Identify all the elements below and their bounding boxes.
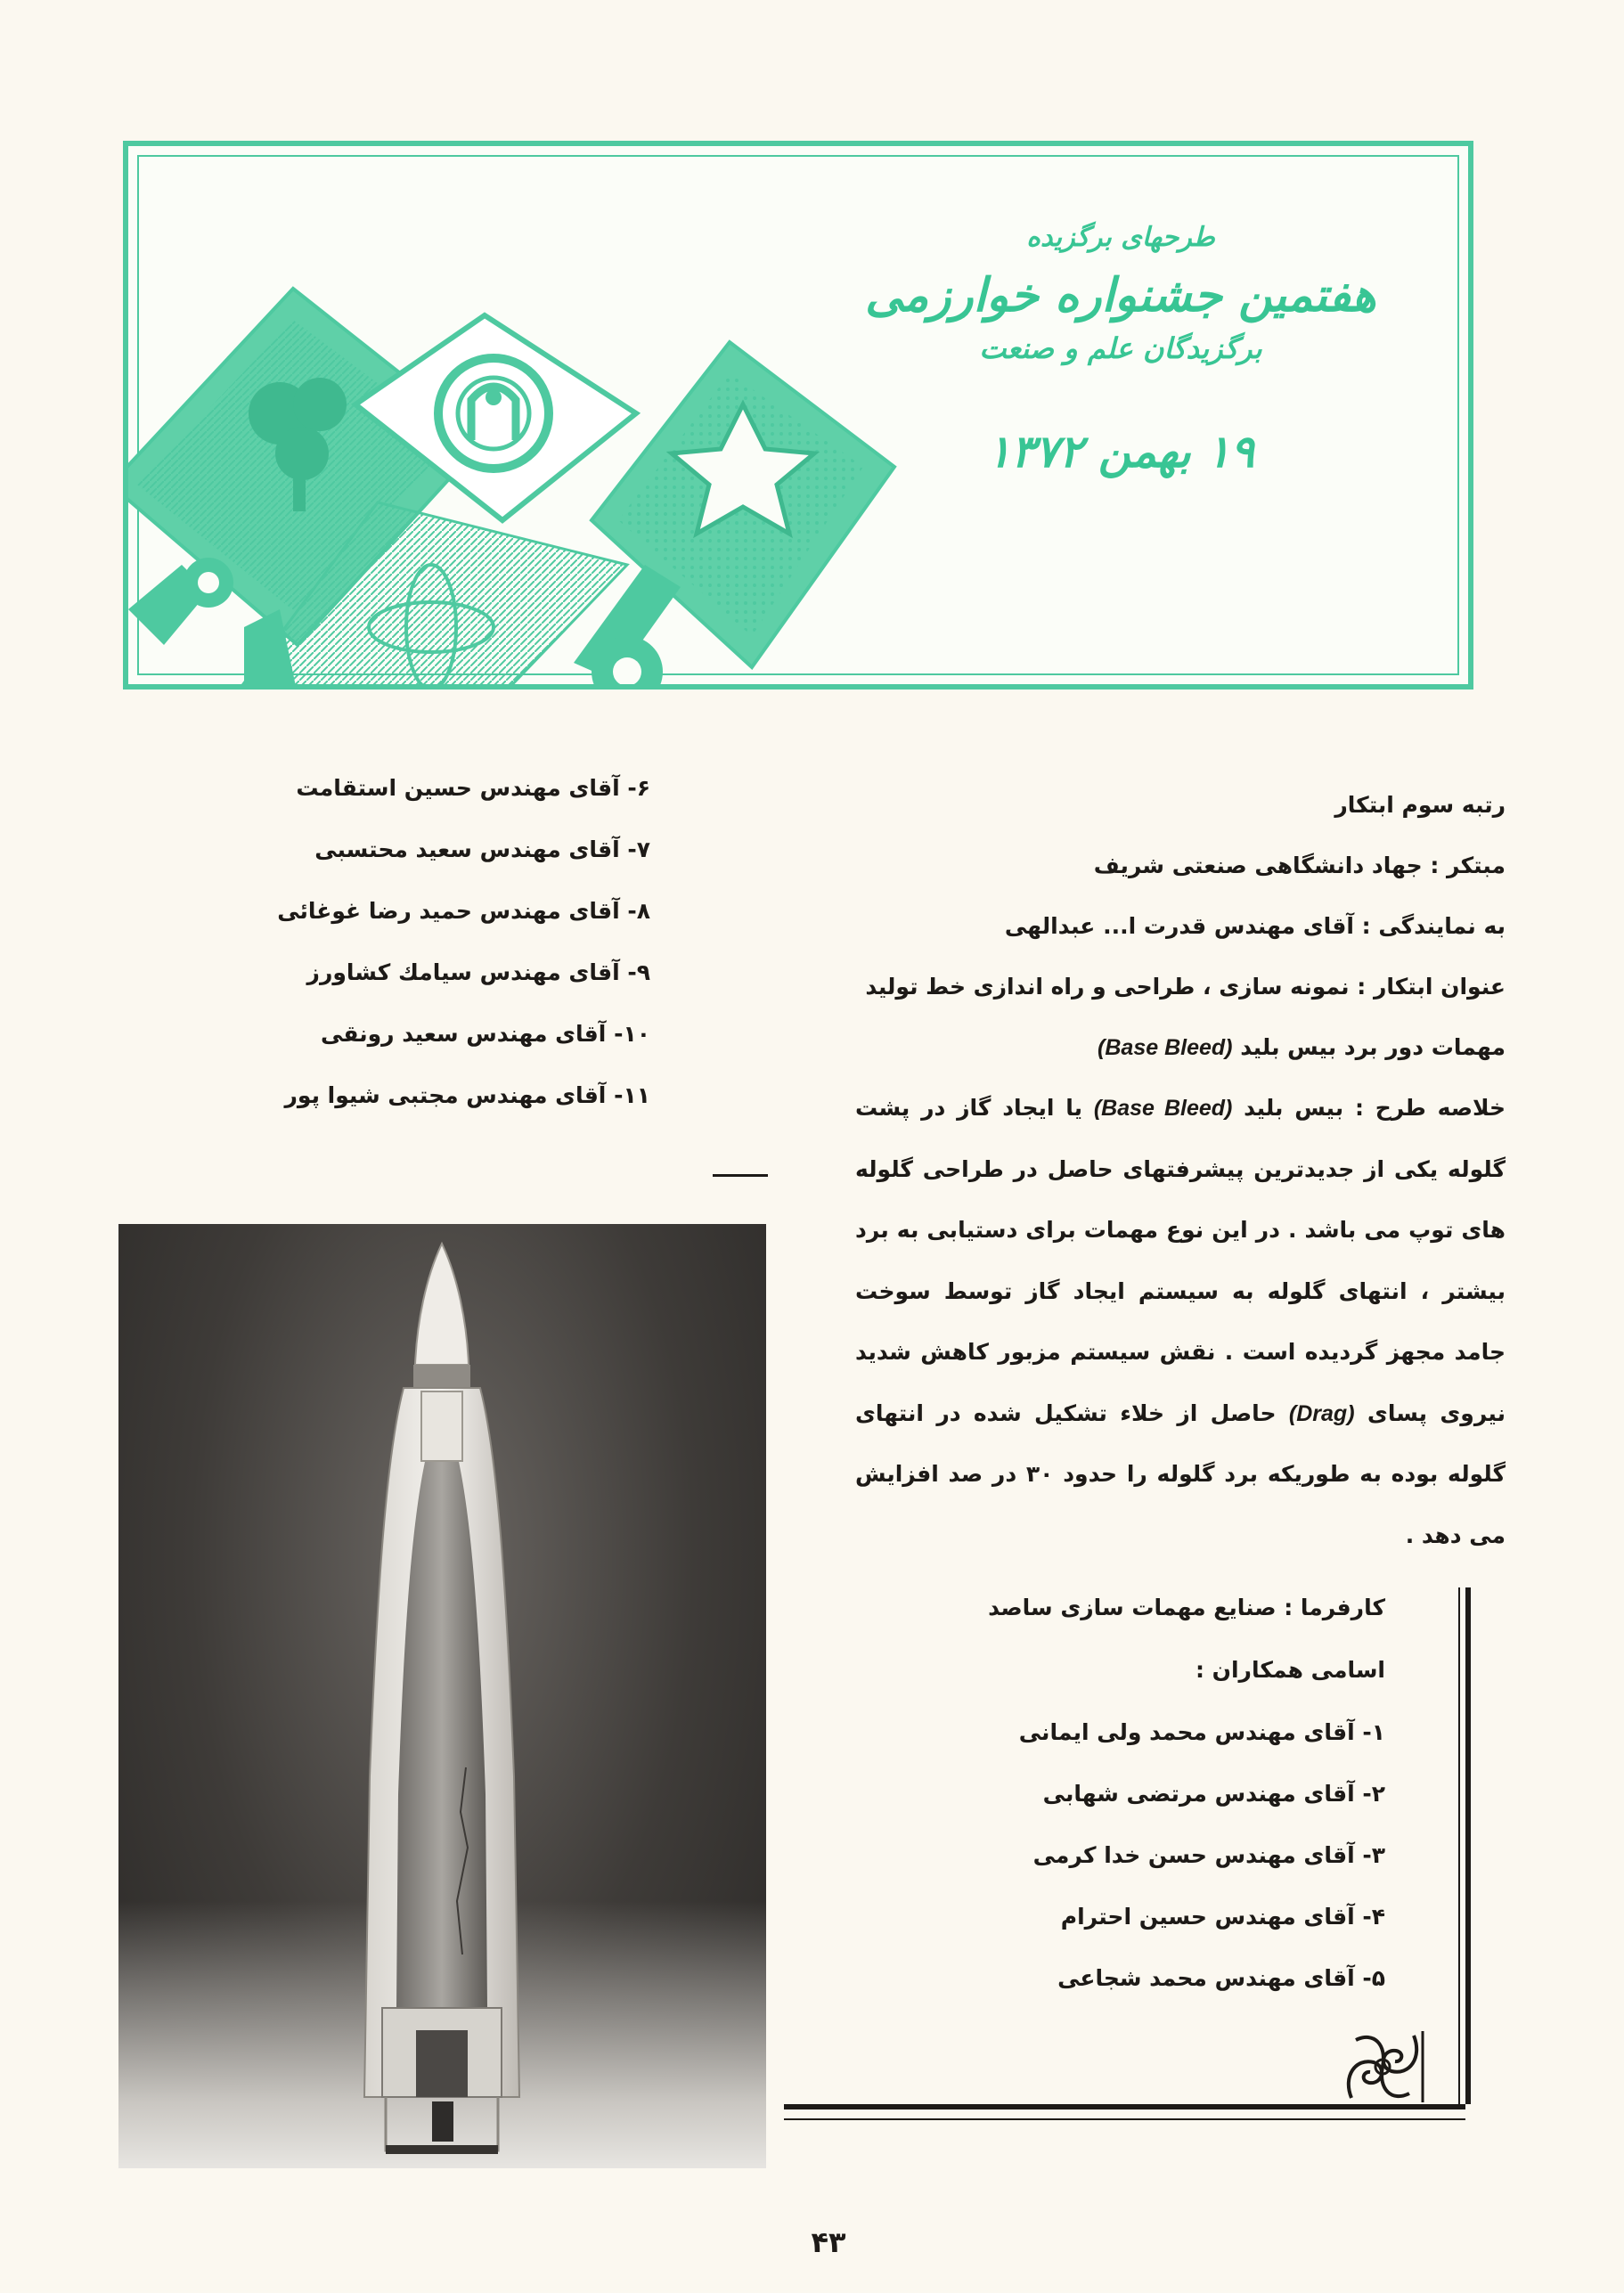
frame-horizontal-rule-thin: [784, 2118, 1465, 2120]
innovation-title-prefix: مهمات دور برد بیس بلید: [1240, 1034, 1506, 1060]
innovation-title-line1: عنوان ابتکار : نمونه سازی ، طراحی و راه اندازی خط تولید: [865, 974, 1506, 1000]
shell-cutaway-drawing: [118, 1224, 766, 2168]
client-line: کارفرما : صنایع مهمات سازی ساصد: [988, 1595, 1385, 1620]
banner-title: هفتمین جشنواره خوارزمی: [865, 269, 1376, 322]
banner-date: ۱۹ بهمن ۱۳۷۲: [987, 426, 1254, 477]
colleague-item: ۱- آقای مهندس محمد ولی ایمانی: [1018, 1719, 1385, 1745]
colleague-item: ۸- آقای مهندس حمید رضا غوغائی: [277, 898, 650, 924]
summary-latin-drag: (Drag): [1288, 1400, 1355, 1426]
base-bleed-shell-photo: [118, 1224, 766, 2168]
summary-latin-base-bleed: (Base Bleed): [1093, 1096, 1233, 1121]
frame-vertical-rule: [1465, 1587, 1471, 2104]
banner-tagline: برگزیدگان علم و صنعت: [979, 331, 1262, 365]
colleagues-list-right: [815, 1701, 1385, 2009]
banner-text-block: [836, 222, 1406, 477]
summary-paragraph: [855, 1078, 1506, 1566]
colleagues-list-left: [232, 757, 650, 1126]
summary-lead: خلاصه طرح : بیس بلید: [1244, 1095, 1506, 1121]
summary-text-part2: حاصل از خلاء تشکیل شده در انتهای گلوله بوده به طوریکه برد گلوله را حدود ۳۰ در صد افزایش می دهد .: [855, 1399, 1506, 1548]
inventor-line: مبتکر : جهاد دانشگاهی صنعتی شریف: [1093, 853, 1506, 878]
festival-banner: [123, 141, 1473, 690]
colleagues-heading: اسامی همکاران :: [1195, 1657, 1385, 1683]
summary-text-part1: یا ایجاد گاز در پشت گلوله یکی از جدیدترین پیشرفتهای حاصل در طراحی گلوله های توپ می باشد . در این نوع مهمات برای دستیابی به برد بیشتر ، انتهای گلوله به سیستم ایجاد گاز توسط سوخت جامد مجهز گردیده است . نقش سیستم مزبور کاهش شدید نیروی پسای: [855, 1095, 1506, 1426]
colleague-item: ۶- آقای مهندس حسین استقامت: [296, 775, 650, 801]
innovation-title-line2: [855, 1017, 1506, 1078]
frame-vertical-rule-thin: [1458, 1587, 1460, 2104]
colleague-item: ۳- آقای مهندس حسن خدا کرمی: [1032, 1842, 1385, 1868]
colleague-item: ۹- آقای مهندس سیامك كشاورز: [306, 959, 650, 985]
colleague-item: ۲- آقای مهندس مرتضی شهابی: [1042, 1781, 1385, 1807]
rank-line: رتبه سوم ابتکار: [1334, 792, 1506, 818]
colleague-item: ۱۱- آقای مهندس مجتبی شیوا پور: [284, 1082, 650, 1108]
colleague-item: ۱۰- آقای مهندس سعید رونقی: [320, 1021, 650, 1047]
colleague-item: ۵- آقای مهندس محمد شجاعی: [1057, 1965, 1385, 1991]
colleague-item: ۷- آقای مهندس سعید محتسبی: [314, 836, 650, 862]
representative-line: به نمایندگی : آقای مهندس قدرت ا... عبدالهی: [1004, 913, 1506, 939]
page-number: ۴۳: [811, 2225, 846, 2259]
innovation-title-latin: (Base Bleed): [1098, 1035, 1233, 1060]
colleague-item: ۴- آقای مهندس حسین احترام: [1060, 1904, 1385, 1930]
banner-subtitle: طرحهای برگزیده: [1026, 222, 1215, 253]
column-divider-rule: [713, 1174, 768, 1177]
colleagues-block: [815, 1577, 1385, 2009]
floral-ornament-icon: [1338, 2022, 1427, 2111]
colleagues-frame: [784, 1577, 1483, 2138]
article-body: [855, 775, 1506, 1566]
